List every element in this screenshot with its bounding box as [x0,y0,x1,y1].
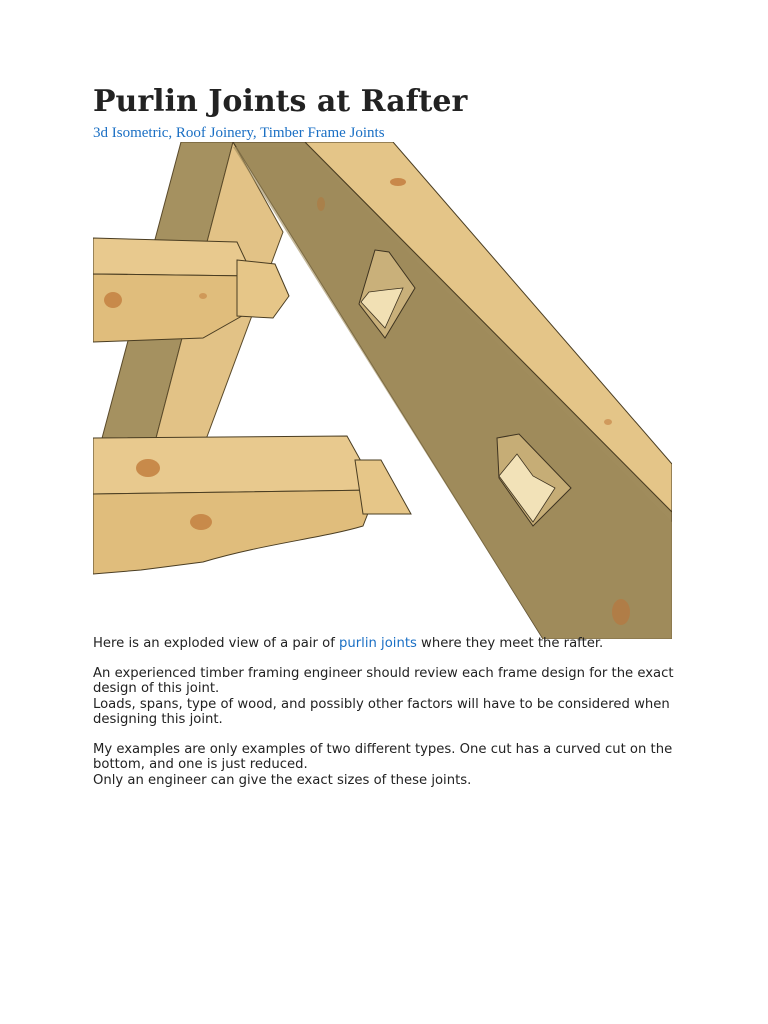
category-link-roof-joinery[interactable]: Roof Joinery [175,125,253,141]
purlin-joint-illustration [93,142,672,639]
category-separator: , [252,125,261,141]
knot [390,178,406,186]
category-link-3d-isometric[interactable]: 3d Isometric [93,125,169,141]
article-body [93,636,678,802]
lower-purlin-face [93,490,377,574]
paragraph-2: An experienced timber framing engineer should review each frame design for the exact design of this joint. Loads, spans, type of wood, and possibly other factors will have to be considered when designing this joint. [93,665,674,727]
paragraph-3: My examples are only examples of two different types. One cut has a curved cut on the bottom, and one is just reduced. Only an engineer can give the exact sizes of these joints. [93,741,673,788]
knot [104,292,122,308]
lower-purlin-tenon [355,460,411,514]
knot [317,197,325,211]
category-link-timber-frame-joints[interactable]: Timber Frame Joints [260,125,385,141]
category-separator: , [168,125,176,141]
knot [136,459,160,477]
knot [604,419,612,425]
knot [199,293,207,299]
knot [612,599,630,625]
lower-purlin-top [93,436,377,494]
upper-purlin-tenon [237,260,289,318]
purlin-joints-link[interactable]: purlin joints [339,636,417,651]
page-title: Purlin Joints at Rafter [93,84,468,119]
upper-purlin-top [93,238,253,276]
knot [190,514,212,530]
paragraph-1: Here is an exploded view of a pair of purlin joints where they meet the rafter. [93,636,604,651]
category-links [93,125,385,142]
